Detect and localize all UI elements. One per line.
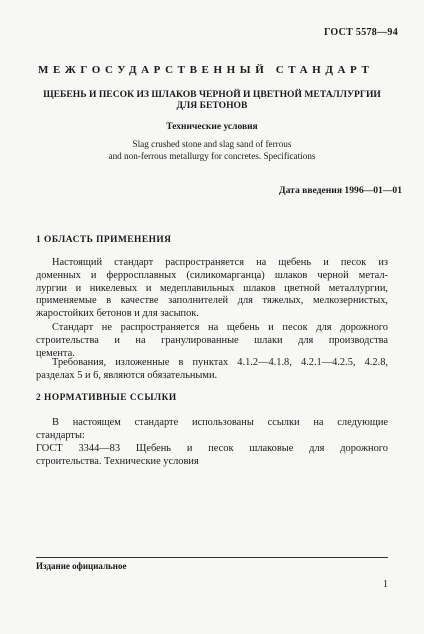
section-2-paragraph-2 xyxy=(36,443,388,469)
text-line: лургии и никелевых и медеплавильных шлаков цветной металлургии, xyxy=(36,282,388,294)
text-line: Требования, изложенные в пунктах 4.1.2—4.1.8, 4.2.1—4.2.5, 4.2.8, xyxy=(52,357,388,368)
edition-note: Издание официальное xyxy=(36,561,127,571)
text-line: В настоящем стандарте использованы ссылки на следующие xyxy=(52,417,388,428)
text-line: строительства и на гранулированные шлаки для производства xyxy=(36,334,388,346)
title-ru-subtitle: Технические условия xyxy=(166,122,258,132)
section-1-paragraph-3 xyxy=(36,357,388,383)
title-en-line2: and non-ferrous metallurgy for concretes. Specifications xyxy=(108,151,316,161)
text-line: цемента. xyxy=(36,347,75,359)
section-2-paragraph-1 xyxy=(36,417,388,443)
text-line: строительства. Технические условия xyxy=(36,455,199,467)
title-en-line1: Slag crushed stone and slag sand of ferrous xyxy=(132,139,292,149)
title-ru-line1: ЩЕБЕНЬ И ПЕСОК ИЗ ШЛАКОВ ЧЕРНОЙ И ЦВЕТНОЙ МЕТАЛЛУРГИИ xyxy=(43,89,381,100)
footer-divider xyxy=(36,557,388,558)
title-ru-line2: ДЛЯ БЕТОНОВ xyxy=(176,100,248,111)
text-line: применяемые в качестве заполнителей для тяжелых, мелкозернистых, xyxy=(36,295,388,307)
section-1-paragraph-2 xyxy=(36,322,388,360)
text-line: разделах 5 и 6, являются обязательными. xyxy=(36,369,218,381)
section-1-heading: 1 ОБЛАСТЬ ПРИМЕНЕНИЯ xyxy=(36,235,172,245)
text-line: Настоящий стандарт распространяется на щебень и песок из xyxy=(52,257,388,268)
section-2-heading: 2 НОРМАТИВНЫЕ ССЫЛКИ xyxy=(36,393,177,403)
text-line: стандарты: xyxy=(36,429,85,441)
introduction-date: Дата введения 1996—01—01 xyxy=(279,185,402,196)
text-line: ГОСТ 3344—83 Щебень и песок шлаковые для дорожного xyxy=(36,443,388,454)
section-1-paragraph-1 xyxy=(36,257,388,321)
text-line: доменных и ферросплавных (силикомарганца) шлаков черной метал- xyxy=(36,269,388,281)
text-line: жаростойких бетонов и для засыпок. xyxy=(36,308,199,320)
page-number: 1 xyxy=(383,579,388,590)
standard-type: МЕЖГОСУДАРСТВЕННЫЙ СТАНДАРТ xyxy=(38,64,374,76)
standard-code: ГОСТ 5578—94 xyxy=(323,27,398,38)
text-line: Стандарт не распространяется на щебень и песок для дорожного xyxy=(52,322,388,333)
